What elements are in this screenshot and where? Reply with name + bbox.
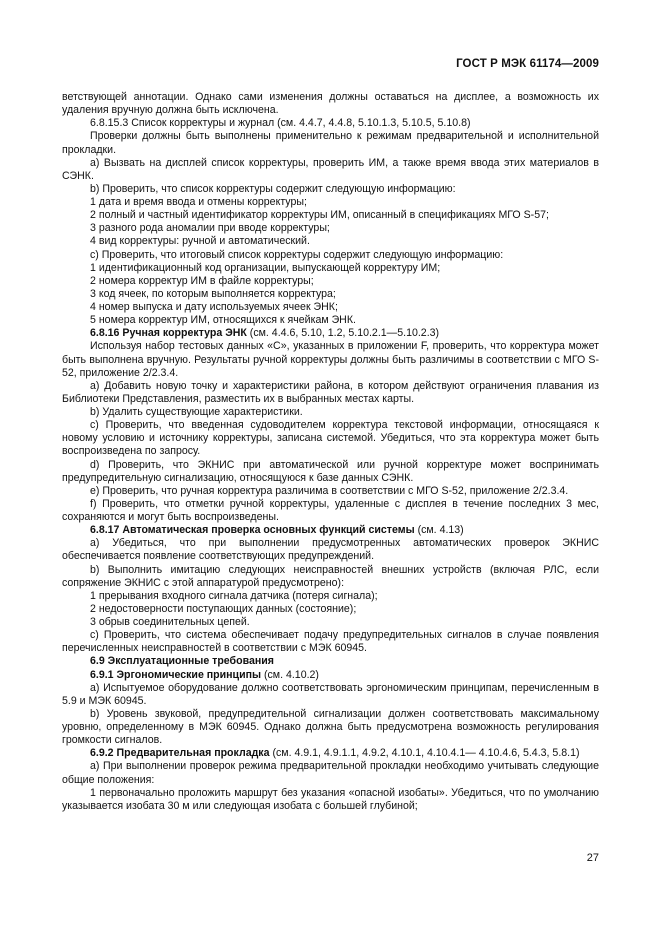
paragraph: b) Проверить, что список корректуры содержит следующую информацию: [90, 182, 456, 195]
paragraph: Проверки должны быть выполнены применительно к режимам предварительной и исполнительной прокладки. [62, 130, 599, 156]
paragraph: с) Проверить, что система обеспечивает подачу предупредительных сигналов в случае появления перечисленных неисправностей в соответствии с МЭК 60945. [62, 629, 599, 655]
list-item: 3 обрыв соединительных цепей. [90, 616, 250, 628]
paragraph: е) Проверить, что ручная корректура различима в соответствии с МГО S-52, приложение 2/2.3.4. [90, 484, 569, 497]
list-item: 3 код ячеек, по которым выполняется корректура; [90, 287, 336, 300]
list-item: 2 номера корректур ИМ в файле корректуры; [90, 274, 314, 287]
paragraph: а) Вызвать на дисплей список корректуры, проверить ИМ, а также время ввода этих материалов в СЭНК. [62, 156, 599, 182]
page-number: 27 [586, 852, 599, 864]
list-item: 3 разного рода аномалии при вводе корректуры; [90, 222, 330, 235]
list-item: 2 полный и частный идентификатор корректуры ИМ, описанный в спецификациях МГО S-57; [90, 209, 549, 222]
paragraph: Используя набор тестовых данных «С», указанных в приложении F, проверить, что корректура может быть выполнена вручную. Результаты ручной корректуры должны быть различимы в соответствии с МГО S-52, приложение 2/2.3.4. [62, 340, 599, 379]
list-item: 2 недостоверности поступающих данных (состояние); [90, 602, 357, 615]
paragraph: 1 первоначально проложить маршрут без указания «опасной изобаты». Убедиться, что по умолчанию указывается изобата 30 м или следующая изобата с большей глубиной; [62, 786, 599, 812]
list-item: 4 вид корректуры: ручной и автоматический. [90, 235, 310, 248]
section-heading: 6.9.2 Предварительная прокладка (см. 4.9.1, 4.9.1.1, 4.9.2, 4.10.1, 4.10.4.1— 4.10.4.6, 5.4.3, 5.8.1) [90, 747, 580, 760]
standard-header: ГОСТ Р МЭК 61174—2009 [456, 58, 599, 70]
section-heading: 6.8.16 Ручная корректура ЭНК (см. 4.4.6, 5.10, 1.2, 5.10.2.1—5.10.2.3) [90, 327, 440, 340]
paragraph: b) Удалить существующие характеристики. [90, 406, 303, 418]
list-item: 1 прерывания входного сигнала датчика (потеря сигнала); [90, 589, 378, 602]
section-heading: 6.9 Эксплуатационные требования [90, 655, 274, 668]
paragraph: а) Испытуемое оборудование должно соответствовать эргономическим принципам, перечисленным в 5.9 и МЭК 60945. [62, 681, 599, 707]
paragraph: f) Проверить, что отметки ручной корректуры, удаленные с дисплея в течение последних 3 мес, сохраняются и могут быть воспроизведены. [62, 497, 599, 523]
paragraph: а) Добавить новую точку и характеристики района, в котором действуют ограничения плавания из Библиотеки Представления, разместить их в выбранных местах карты. [62, 379, 599, 405]
paragraph: а) При выполнении проверок режима предварительной прокладки необходимо учитывать следующие общие положения: [62, 760, 599, 786]
paragraph: b) Выполнить имитацию следующих неисправностей внешних устройств (включая РЛС, если сопряжение ЭКНИС с этой аппаратурой предусмотрено): [62, 563, 599, 589]
paragraph: b) Уровень звуковой, предупредительной сигнализации должен соответствовать максимальному уровню, определенному в МЭК 60945. Однако должна быть предусмотрена возможность регулирования громкости сигналов. [62, 707, 599, 747]
paragraph: с) Проверить, что итоговый список корректуры содержит следующую информацию: [90, 248, 504, 261]
paragraph: с) Проверить, что введенная судоводителем корректура текстовой информации, относящаяся к новому условию и источнику корректуры, записана системой. Убедиться, что эта корректура может быть воспроизведена по запросу. [62, 419, 599, 458]
section-heading: 6.8.17 Автоматическая проверка основных функций системы (см. 4.13) [90, 524, 464, 537]
section-heading: 6.8.15.3 Список корректуры и журнал (см. 4.4.7, 4.4.8, 5.10.1.3, 5.10.5, 5.10.8) [90, 117, 471, 130]
list-item: 5 номера корректур ИМ, относящихся к ячейкам ЭНК. [90, 314, 356, 327]
paragraph: d) Проверить, что ЭКНИС при автоматической или ручной корректуре может воспринимать предупредительную сигнализацию, относящуюся к базе данных СЭНК. [62, 458, 599, 484]
list-item: 1 дата и время ввода и отмены корректуры; [90, 196, 307, 208]
list-item: 4 номер выпуска и дату используемых ячеек ЭНК; [90, 301, 338, 313]
paragraph: а) Убедиться, что при выполнении предусмотренных автоматических проверок ЭКНИС обеспечивается появление соответствующих предупреждений. [62, 537, 599, 563]
section-heading: 6.9.1 Эргономические принципы (см. 4.10.2) [90, 668, 319, 681]
paragraph: ветствующей аннотации. Однако сами изменения должны оставаться на дисплее, а возможность их удаления вручную должна быть исключена. [62, 91, 599, 117]
list-item: 1 идентификационный код организации, выпускающей корректуру ИМ; [90, 261, 441, 274]
document-body [62, 91, 599, 813]
